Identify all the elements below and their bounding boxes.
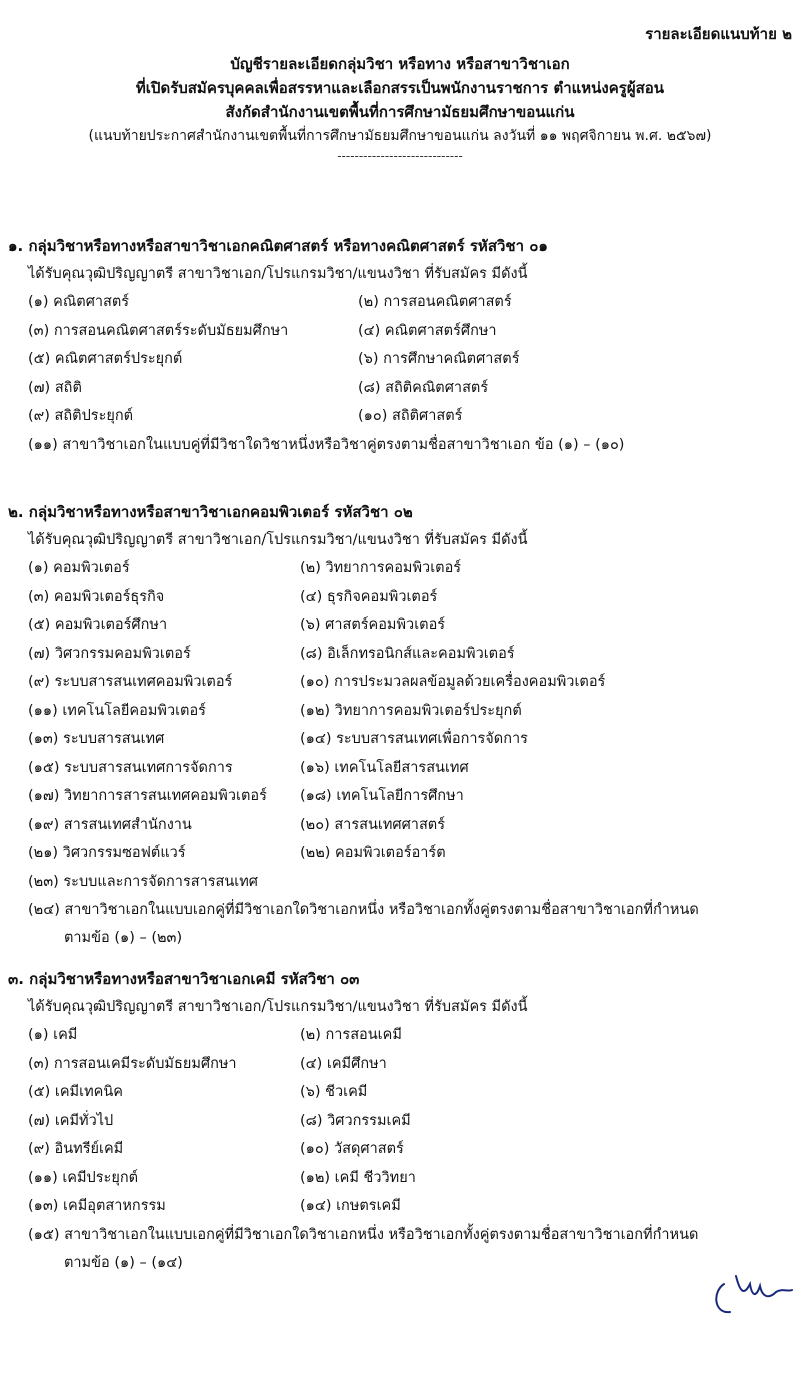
list-row xyxy=(8,317,798,346)
list-item: (๖) ชีวเคมี xyxy=(300,1084,368,1100)
attachment-reference: รายละเอียดแนบท้าย ๒ xyxy=(645,25,792,43)
section-intro: ได้รับคุณวุฒิปริญญาตรี สาขาวิชาเอก/โปรแกรมวิชา/แขนงวิชา ที่รับสมัคร มีดังนี้ xyxy=(28,266,528,282)
list-item: (๓) คอมพิวเตอร์ธุรกิจ xyxy=(28,588,165,605)
list-row xyxy=(8,583,798,612)
list-item: (๗) เคมีทั่วไป xyxy=(28,1112,114,1129)
list-item: (๘) สถิติคณิตศาสตร์ xyxy=(358,379,489,396)
section-intro: ได้รับคุณวุฒิปริญญาตรี สาขาวิชาเอก/โปรแกรมวิชา/แขนงวิชา ที่รับสมัคร มีดังนี้ xyxy=(28,532,528,548)
list-item: (๔) เคมีศึกษา xyxy=(300,1055,387,1072)
list-row xyxy=(8,697,798,726)
list-item: (๒๑) วิศวกรรมซอฟต์แวร์ xyxy=(28,845,186,861)
signature-mark xyxy=(706,1262,796,1322)
list-item: (๑๓) เคมีอุตสาหกรรม xyxy=(28,1198,166,1214)
list-row xyxy=(8,1107,798,1136)
list-item: (๑) คณิตศาสตร์ xyxy=(28,294,130,310)
list-item: (๑๙) สารสนเทศสำนักงาน xyxy=(28,816,192,833)
list-item: (๒๒) คอมพิวเตอร์อาร์ต xyxy=(300,845,446,861)
section-intro: ได้รับคุณวุฒิปริญญาตรี สาขาวิชาเอก/โปรแกรมวิชา/แขนงวิชา ที่รับสมัคร มีดังนี้ xyxy=(28,999,528,1015)
section-math xyxy=(8,232,798,459)
list-item: (๙) สถิติประยุกต์ xyxy=(28,408,134,424)
list-item: (๑๖) เทคโนโลยีสารสนเทศ xyxy=(300,759,469,776)
list-item: (๒) การสอนเคมี xyxy=(300,1027,402,1043)
list-row xyxy=(8,611,798,640)
document-header xyxy=(0,52,800,164)
section-chemistry xyxy=(8,965,798,1277)
list-item: (๔) คณิตศาสตร์ศึกษา xyxy=(358,322,497,339)
section-title: ๑. กลุ่มวิชาหรือทางหรือสาขาวิชาเอกคณิตศาสตร์ หรือทางคณิตศาสตร์ รหัสวิชา ๐๑ xyxy=(8,237,548,255)
list-item: (๑๐) การประมวลผลข้อมูลด้วยเครื่องคอมพิวเตอร์ xyxy=(300,674,606,690)
list-item: (๑๒) เคมี ชีววิทยา xyxy=(300,1169,416,1186)
list-row xyxy=(8,839,798,868)
list-item-continuation: ตามข้อ (๑) – (๑๔) xyxy=(64,1254,183,1271)
header-divider: ----------------------------- xyxy=(337,149,463,163)
list-row xyxy=(8,640,798,669)
list-row xyxy=(8,1050,798,1079)
list-row xyxy=(8,1078,798,1107)
list-row xyxy=(8,1021,798,1050)
list-item: (๒๐) สารสนเทศศาสตร์ xyxy=(300,816,445,833)
list-row xyxy=(8,345,798,374)
list-row xyxy=(8,402,798,431)
header-line-1: บัญชีรายละเอียดกลุ่มวิชา หรือทาง หรือสาขาวิชาเอก xyxy=(230,55,570,73)
list-item: (๑) คอมพิวเตอร์ xyxy=(28,560,130,576)
list-item: (๑๑) เทคโนโลยีคอมพิวเตอร์ xyxy=(28,702,206,719)
list-item: (๒) วิทยาการคอมพิวเตอร์ xyxy=(300,560,462,576)
list-item: (๕) เคมีเทคนิค xyxy=(28,1084,123,1100)
list-item: (๕) คณิตศาสตร์ประยุกต์ xyxy=(28,351,183,367)
list-row xyxy=(8,1192,798,1221)
list-row xyxy=(8,725,798,754)
list-item: (๙) อินทรีย์เคมี xyxy=(28,1141,124,1157)
list-item: (๒๔) สาขาวิชาเอกในแบบเอกคู่ที่มีวิชาเอกใดวิชาเอกหนึ่ง หรือวิชาเอกทั้งคู่ตรงตามชื่อสาขาวิชาเอกที่กำหนด xyxy=(28,901,699,918)
list-item: (๕) คอมพิวเตอร์ศึกษา xyxy=(28,617,168,633)
list-item: (๑๐) สถิติศาสตร์ xyxy=(358,408,463,424)
list-item: (๖) ศาสตร์คอมพิวเตอร์ xyxy=(300,617,446,633)
list-item: (๑๓) ระบบสารสนเทศ xyxy=(28,731,165,747)
list-item-continuation: ตามข้อ (๑) – (๒๓) xyxy=(64,929,183,946)
list-item: (๑๕) สาขาวิชาเอกในแบบเอกคู่ที่มีวิชาเอกใดวิชาเอกหนึ่ง หรือวิชาเอกทั้งคู่ตรงตามชื่อสาขาวิชาเอกที่กำหนด xyxy=(28,1226,699,1243)
list-item: (๑๑) เคมีประยุกต์ xyxy=(28,1169,139,1186)
list-item: (๑๒) วิทยาการคอมพิวเตอร์ประยุกต์ xyxy=(300,702,522,719)
list-row xyxy=(8,1164,798,1193)
list-item: (๔) ธุรกิจคอมพิวเตอร์ xyxy=(300,588,438,605)
list-row xyxy=(8,288,798,317)
header-line-4: (แนบท้ายประกาศสำนักงานเขตพื้นที่การศึกษามัธยมศึกษาขอนแก่น ลงวันที่ ๑๑ พฤศจิกายน พ.ศ. ๒๕๖๗) xyxy=(88,128,712,144)
list-item: (๑) เคมี xyxy=(28,1027,78,1043)
list-item: (๑๑) สาขาวิชาเอกในแบบคู่ที่มีวิชาใดวิชาหนึ่งหรือวิชาคู่ตรงตามชื่อสาขาวิชาเอก ข้อ (๑) – (๑๐) xyxy=(28,436,625,453)
list-item: (๘) อิเล็กทรอนิกส์และคอมพิวเตอร์ xyxy=(300,645,515,662)
list-row xyxy=(8,554,798,583)
list-item: (๑๘) เทคโนโลยีการศึกษา xyxy=(300,788,464,804)
header-line-2: ที่เปิดรับสมัครบุคคลเพื่อสรรหาและเลือกสรรเป็นพนักงานราชการ ตำแหน่งครูผู้สอน xyxy=(135,79,665,97)
section-title: ๓. กลุ่มวิชาหรือทางหรือสาขาวิชาเอกเคมี รหัสวิชา ๐๓ xyxy=(8,970,360,988)
list-item: (๑๔) เกษตรเคมี xyxy=(300,1198,401,1214)
list-row xyxy=(8,754,798,783)
list-item: (๙) ระบบสารสนเทศคอมพิวเตอร์ xyxy=(28,674,233,690)
list-row xyxy=(8,782,798,811)
list-row xyxy=(8,1135,798,1164)
section-computer xyxy=(8,498,798,952)
list-item: (๑๗) วิทยาการสารสนเทศคอมพิวเตอร์ xyxy=(28,788,267,804)
list-item: (๒) การสอนคณิตศาสตร์ xyxy=(358,294,512,310)
list-item: (๑๔) ระบบสารสนเทศเพื่อการจัดการ xyxy=(300,731,528,747)
list-item: (๒๓) ระบบและการจัดการสารสนเทศ xyxy=(28,873,258,890)
list-item: (๑๐) วัสดุศาสตร์ xyxy=(300,1141,404,1157)
list-item: (๓) การสอนเคมีระดับมัธยมศึกษา xyxy=(28,1055,237,1072)
list-item: (๓) การสอนคณิตศาสตร์ระดับมัธยมศึกษา xyxy=(28,322,289,339)
list-item: (๑๕) ระบบสารสนเทศการจัดการ xyxy=(28,759,233,776)
header-line-3: สังกัดสำนักงานเขตพื้นที่การศึกษามัธยมศึกษาขอนแก่น xyxy=(225,103,575,121)
section-title: ๒. กลุ่มวิชาหรือทางหรือสาขาวิชาเอกคอมพิวเตอร์ รหัสวิชา ๐๒ xyxy=(8,503,413,521)
list-item: (๗) วิศวกรรมคอมพิวเตอร์ xyxy=(28,645,191,662)
list-row xyxy=(8,668,798,697)
list-item: (๘) วิศวกรรมเคมี xyxy=(300,1112,411,1129)
list-item: (๖) การศึกษาคณิตศาสตร์ xyxy=(358,351,520,367)
list-row xyxy=(8,811,798,840)
list-row xyxy=(8,374,798,403)
list-item: (๗) สถิติ xyxy=(28,379,82,396)
